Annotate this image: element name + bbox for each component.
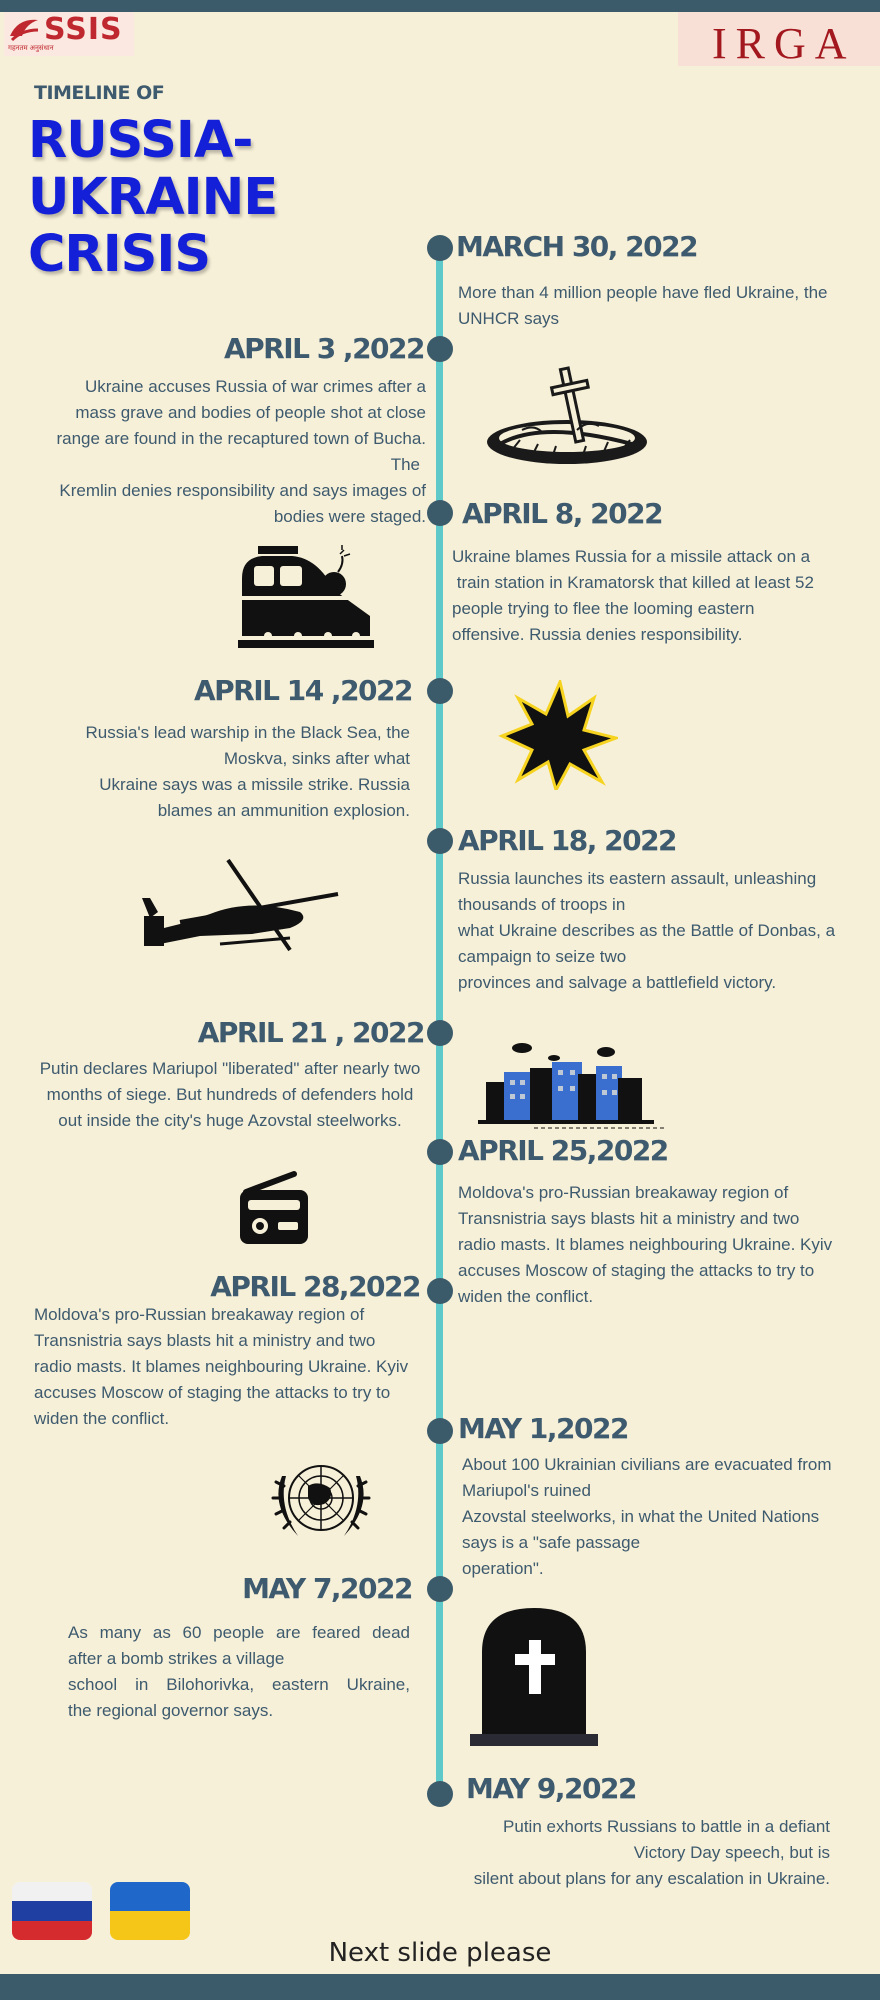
event-description: Putin declares Mariupol "liberated" after nearly two months of siege. But hundreds of defenders hold out inside the city's huge Azovstal steelworks. <box>39 1059 421 1130</box>
timeline-dot <box>427 828 453 854</box>
event-description: Moldova's pro-Russian breakaway region of Transnistria says blasts hit a ministry and two radio masts. It blames neighbouring Ukraine. Kyiv accuses Moscow of staging the attacks to try to widen the conflict. <box>34 1305 409 1428</box>
timeline-dot <box>427 1576 453 1602</box>
event-date: MAY 7,2022 <box>242 1572 412 1605</box>
tombstone-icon <box>468 1606 600 1750</box>
timeline-dot <box>427 1020 453 1046</box>
event-date: MARCH 30, 2022 <box>456 230 698 263</box>
irga-logo <box>678 12 880 66</box>
event-date: APRIL 14 ,2022 <box>193 674 412 707</box>
event-date: APRIL 28,2022 <box>210 1270 420 1303</box>
event-description: More than 4 million people have fled Ukraine, the UNHCR says <box>458 283 828 328</box>
un-emblem-icon <box>268 1456 374 1546</box>
radio-icon <box>238 1170 310 1246</box>
timeline-line <box>436 248 443 1788</box>
next-slide-note: Next slide please <box>328 1938 552 1968</box>
ssis-emblem-icon <box>8 16 40 42</box>
event-description: Moldova's pro-Russian breakaway region of Transnistria says blasts hit a ministry and two radio masts. It blames neighbouring Ukraine. Kyiv accuses Moscow of staging the attacks to try to widen the conflict. <box>458 1183 833 1306</box>
timeline-dot <box>427 336 453 362</box>
timeline-dot <box>427 1278 453 1304</box>
event-date: APRIL 8, 2022 <box>462 497 663 530</box>
timeline-dot <box>427 678 453 704</box>
train-bomb-icon <box>238 544 374 650</box>
ssis-logo-text: SSIS <box>44 12 123 47</box>
ssis-logo-subtitle: गहनतम अनुसंधान <box>8 45 54 52</box>
event-description: Russia launches its eastern assault, unleashing thousands of troops in what Ukraine describes as the Battle of Donbas, a campaign to seize two provinces and salvage a battlefield victory. <box>458 869 836 992</box>
event-date: APRIL 18, 2022 <box>458 824 677 857</box>
event-description: Ukraine blames Russia for a missile attack on a train station in Kramatorsk that killed at least 52 people trying to flee the looming eastern offensive. Russia denies responsibility. <box>452 547 814 644</box>
event-date: MAY 1,2022 <box>458 1412 628 1445</box>
event-date: APRIL 3 ,2022 <box>223 332 424 365</box>
kicker: TIMELINE OF <box>34 82 165 104</box>
timeline-dot <box>427 235 453 261</box>
ukraine-flag-icon <box>110 1882 190 1940</box>
russia-flag-icon <box>12 1882 92 1940</box>
ssis-logo <box>4 12 134 56</box>
grave-cross-icon <box>482 360 652 476</box>
event-description: Russia's lead warship in the Black Sea, the Moskva, sinks after what Ukraine says was a missile strike. Russia blames an ammunition explosion. <box>85 723 410 820</box>
event-description: Ukraine accuses Russia of war crimes after a mass grave and bodies of people shot at close range are found in the recaptured town of Bucha. The Kremlin denies responsibility and says images of bodies were staged. <box>56 377 426 526</box>
timeline-dot <box>427 1139 453 1165</box>
timeline-dot <box>427 500 453 526</box>
event-date: APRIL 21 , 2022 <box>197 1016 424 1049</box>
helicopter-icon <box>140 858 340 958</box>
event-description: Putin exhorts Russians to battle in a defiant Victory Day speech, but is silent about plans for any escalation in Ukraine. <box>473 1817 830 1888</box>
event-date: MAY 9,2022 <box>466 1772 636 1805</box>
bottom-bar <box>0 1974 880 2000</box>
timeline-dot <box>427 1418 453 1444</box>
timeline-dot <box>427 1781 453 1807</box>
event-description: As many as 60 people are feared dead after a bomb strikes a village school in Bilohorivka, eastern Ukraine, the regional governor says. <box>68 1623 410 1720</box>
city-buildings-icon <box>474 1038 664 1130</box>
event-description: About 100 Ukrainian civilians are evacuated from Mariupol's ruined Azovstal steelworks, in what the United Nations says is a "safe passage operation". <box>462 1455 832 1578</box>
page-title <box>28 112 277 283</box>
title-line: UKRAINE <box>28 168 278 227</box>
top-bar <box>0 0 880 12</box>
title-line: RUSSIA- <box>28 111 253 170</box>
event-date: APRIL 25,2022 <box>458 1134 668 1167</box>
irga-logo-text: IRGA <box>712 19 856 68</box>
explosion-icon <box>498 680 618 790</box>
title-line: CRISIS <box>28 225 211 284</box>
